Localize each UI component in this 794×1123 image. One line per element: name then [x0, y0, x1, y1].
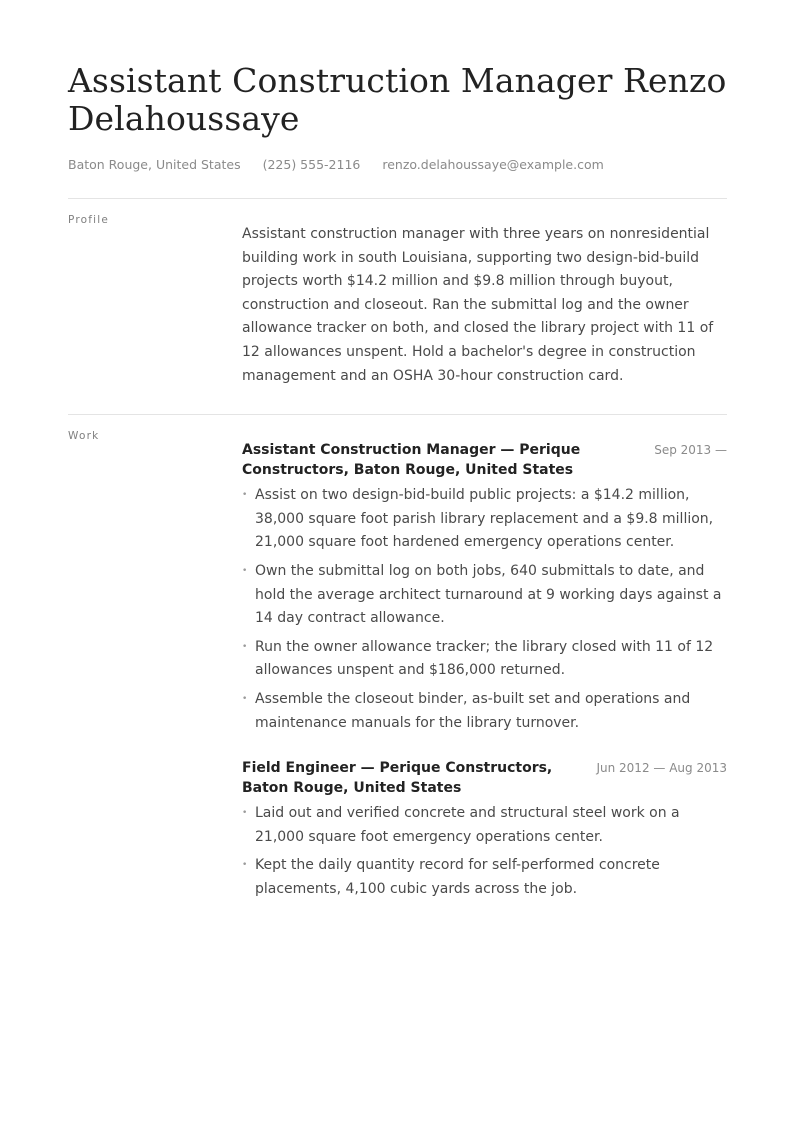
job-bullet: • Assemble the closeout binder, as-built set and operations and maintenance manuals for the library turnover.	[242, 688, 727, 735]
job-title: Field Engineer — Perique Constructors, Baton Rouge, United States	[242, 760, 553, 797]
contact-line	[68, 157, 727, 172]
phone-text: (225) 555-2116	[262, 157, 361, 172]
job-title: Assistant Construction Manager — Perique Constructors, Baton Rouge, United States	[242, 442, 581, 479]
job-header	[242, 440, 727, 480]
job-bullet: • Run the owner allowance tracker; the library closed with 11 of 12 allowances unspent and $186,000 returned.	[242, 636, 727, 683]
section-label-work: Work	[68, 430, 100, 443]
job-dates: Sep 2013 —	[654, 443, 727, 458]
job-bullet: • Laid out and verified concrete and structural steel work on a 21,000 square foot emergency operations center.	[242, 802, 727, 849]
work-body	[242, 431, 727, 901]
job-entry	[242, 758, 727, 901]
job-bullet: • Assist on two design-bid-build public projects: a $14.2 million, 38,000 square foot parish library replacement and a $9.8 million, 21,000 square foot hardened emergency operations center.	[242, 484, 727, 555]
job-bullets	[242, 802, 727, 901]
job-header	[242, 758, 727, 798]
location-text: Baton Rouge, United States	[68, 157, 241, 172]
profile-text: Assistant construction manager with three years on nonresidential building work in south Louisiana, supporting two design-bid-build projects worth $14.2 million and $9.8 million through buyout, construction and closeout. Ran the submittal log and the owner allowance tracker on both, and closed the library project with 11 of 12 allowances unspent. Hold a bachelor's degree in construction management and an OSHA 30-hour construction card.	[242, 226, 714, 384]
page-title: Assistant Construction Manager Renzo Delahoussaye	[68, 61, 727, 138]
section-label-profile: Profile	[68, 214, 110, 226]
job-entry	[242, 440, 727, 735]
email-text: renzo.delahoussaye@example.com	[382, 157, 604, 172]
job-bullet: • Own the submittal log on both jobs, 640 submittals to date, and hold the average architect turnaround at 9 working days against a 14 day contract allowance.	[242, 560, 727, 631]
profile-body	[242, 215, 727, 388]
job-bullets	[242, 484, 727, 735]
job-bullet: • Kept the daily quantity record for self-performed concrete placements, 4,100 cubic yards across the job.	[242, 854, 727, 901]
resume-page	[68, 0, 727, 906]
work-section	[68, 415, 727, 901]
job-dates: Jun 2012 — Aug 2013	[596, 761, 727, 776]
profile-section	[68, 199, 727, 388]
